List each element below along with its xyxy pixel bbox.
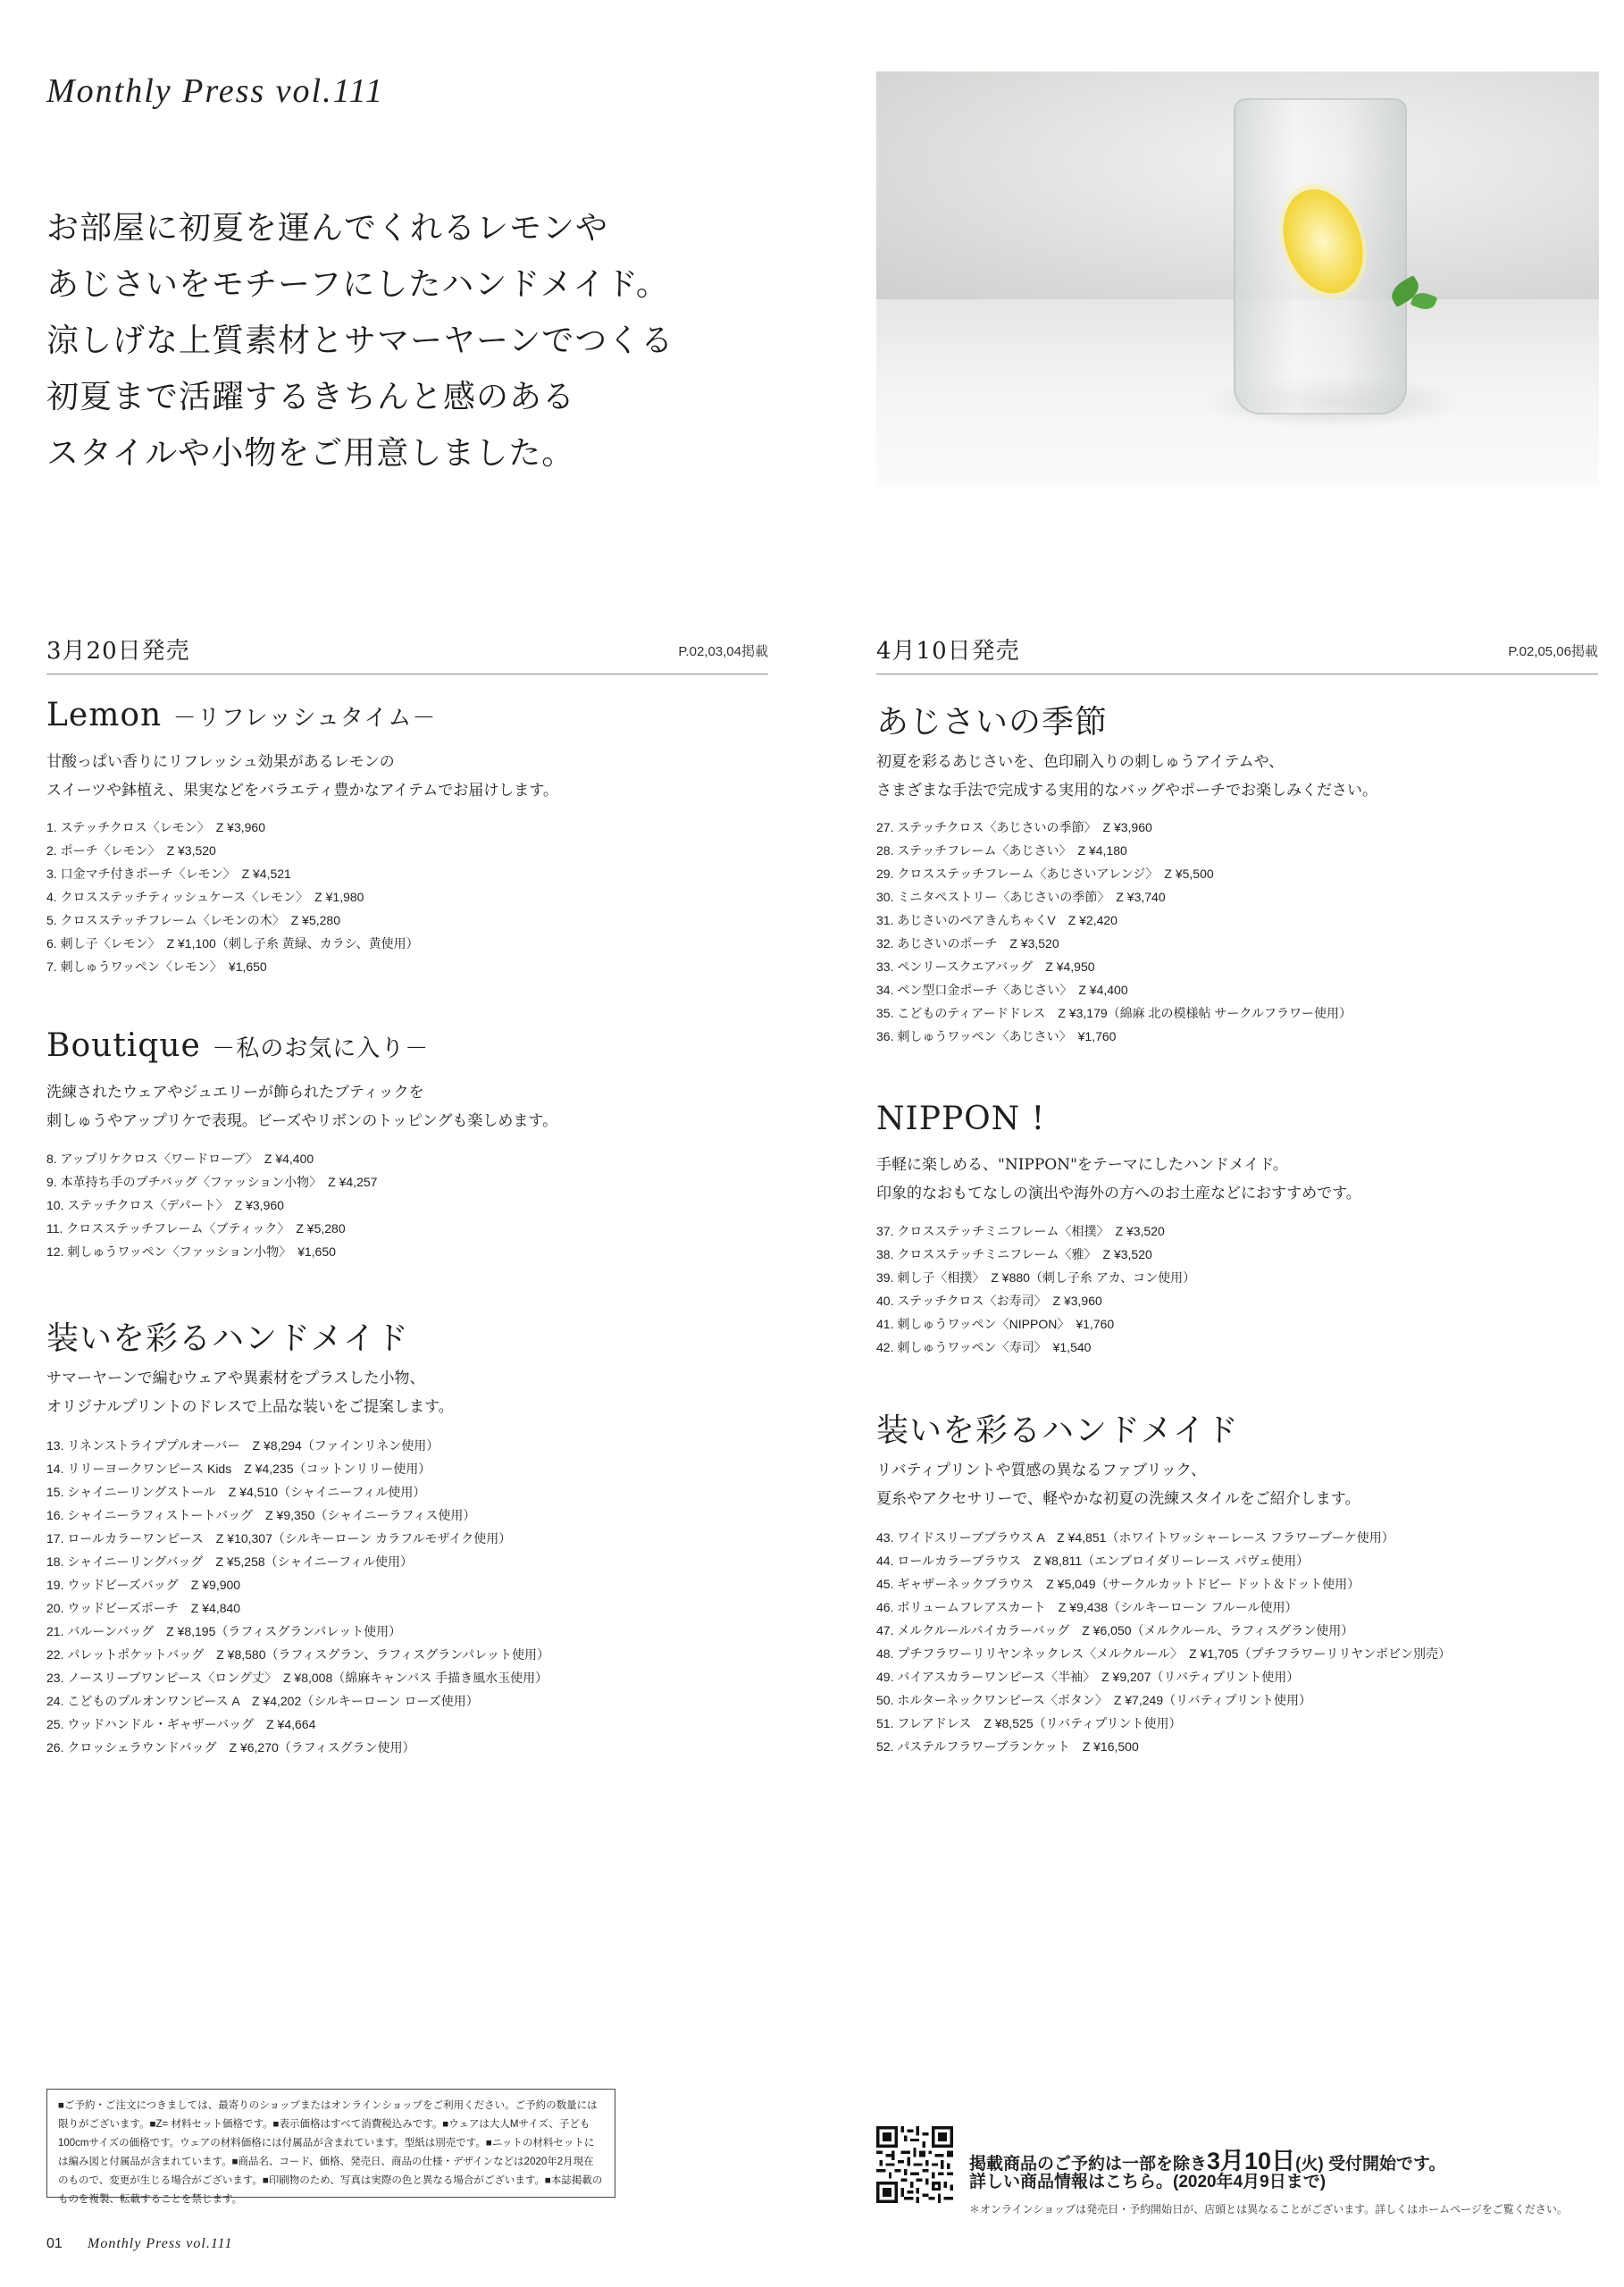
list-item: 33. ペンリースクエアバッグ Z ¥4,950 [876,959,1095,974]
section-title-fashion-left [46,1313,409,1359]
online-shop-note: ＊オンラインショップは発売日・予約開始日が、店頭とは異なることがございます。詳しくはホームページをご覧ください。 [969,2203,1568,2216]
list-item: 44. ロールカラーブラウス Z ¥8,811（エンブロイダリーレース パヴェ使用） [876,1554,1310,1568]
lemon-water-photo [876,71,1599,486]
list-item: 19. ウッドビーズバッグ Z ¥9,900 [46,1578,241,1592]
list-item: 17. ロールカラーワンピース Z ¥10,307（シルキーローン カラフルモザイク使用） [46,1531,512,1546]
right-column-header [876,631,1598,674]
page-reference: P.02,03,04掲載 [678,644,768,659]
list-item: 52. パステルフラワーブランケット Z ¥16,500 [876,1739,1139,1754]
list-item: 7. 刺しゅうワッペン〈レモン〉 ¥1,650 [46,959,267,974]
list-item: 14. リリーヨークワンピース Kids Z ¥4,235（コットンリリー使用） [46,1462,431,1476]
section-description [46,748,558,805]
list-item: 42. 刺しゅうワッペン〈寿司〉 ¥1,540 [876,1340,1092,1354]
description-line: 甘酸っぱい香りにリフレッシュ効果があるレモンの [46,753,395,771]
list-item: 45. ギャザーネックブラウス Z ¥5,049（サークルカットドビー ドット＆ドット使用） [876,1577,1360,1591]
list-item: 21. バルーンバッグ Z ¥8,195（ラフィスグランパレット使用） [46,1624,402,1638]
section-title-nippon [876,1101,1045,1137]
page-reference: P.02,05,06掲載 [1508,644,1598,659]
list-item: 27. ステッチクロス〈あじさいの季節〉 Z ¥3,960 [876,820,1152,834]
description-line: さまざまな手法で完成する実用的なバッグやポーチでお楽しみください。 [876,782,1377,800]
list-item: 34. ペン型口金ポーチ〈あじさい〉 Z ¥4,400 [876,983,1128,997]
left-column-header [46,631,768,674]
intro-line: 初夏まで活躍するきちんと感のある [46,379,576,415]
item-list-fashion-right [876,1526,1451,1758]
list-item: 13. リネンストライププルオーバー Z ¥8,294（ファインリネン使用） [46,1438,439,1453]
list-item: 40. ステッチクロス〈お寿司〉 Z ¥3,960 [876,1294,1102,1308]
list-item: 24. こどものプルオンワンピース A Z ¥4,202（シルキーローン ローズ使用） [46,1694,479,1708]
list-item: 9. 本革持ち手のプチバッグ〈ファッション小物〉 Z ¥4,257 [46,1175,378,1189]
list-item: 5. クロスステッチフレーム〈レモンの木〉 Z ¥5,280 [46,913,340,927]
list-item: 25. ウッドハンドル・ギャザーバッグ Z ¥4,664 [46,1717,316,1731]
intro-line: スタイルや小物をご用意しました。 [46,435,575,472]
list-item: 36. 刺しゅうワッペン〈あじさい〉 ¥1,760 [876,1029,1117,1043]
release-date: 3月20日発売 [46,638,190,665]
list-item: 46. ボリュームフレアスカート Z ¥9,438（シルキーローン フルール使用） [876,1600,1298,1614]
list-item: 12. 刺しゅうワッペン〈ファッション小物〉 ¥1,650 [46,1244,336,1259]
list-item: 18. シャイニーリングバッグ Z ¥5,258（シャイニーフィル使用） [46,1554,413,1569]
list-item: 1. ステッチクロス〈レモン〉 Z ¥3,960 [46,820,265,834]
intro-text [46,200,833,482]
list-item: 32. あじさいのポーチ Z ¥3,520 [876,936,1059,951]
description-line: 刺しゅうやアップリケで表現。ビーズやリボンのトッピングも楽しめます。 [46,1112,558,1130]
list-item: 16. シャイニーラフィストートバッグ Z ¥9,350（シャイニーラフィス使用） [46,1508,476,1522]
product-info-link: 詳しい商品情報はこちら。(2020年4月9日まで) [969,2173,1327,2191]
page-number: 01 [46,2236,63,2251]
intro-line: お部屋に初夏を運んでくれるレモンや [46,210,609,247]
list-item: 4. クロスステッチティッシュケース〈レモン〉 Z ¥1,980 [46,890,364,904]
list-item: 26. クロッシェラウンドバッグ Z ¥6,270（ラフィスグラン使用） [46,1740,415,1755]
list-item: 41. 刺しゅうワッペン〈NIPPON〉 ¥1,760 [876,1317,1115,1331]
list-item: 10. ステッチクロス〈デパート〉 Z ¥3,960 [46,1198,284,1212]
notice-box: ■ご予約・ご注文につきましては、最寄りのショップまたはオンラインショップをご利用ください。ご予約の数量には限りがございます。■Z= 材料セット価格です。■表示価格はすべて消費税込みです。■ウェアは大人Mサイズ、子ども100cmサイズの価格です。ウェアの材料価格には付属品が含まれています。型紙は別売です。■ニットの材料セットには編み図と付属品が含まれています。■商品名、コード、価格、発売日、商品の仕様・デザインなどは2020年2月現在のもので、変更が生じる場合がございます。■印刷物のため、写真は実際の色と異なる場合がございます。■本誌掲載のものを複製、転載することを禁じます。 [46,2089,615,2198]
list-item: 3. 口金マチ付きポーチ〈レモン〉 Z ¥4,521 [46,867,291,881]
list-item: 23. ノースリーブワンピース〈ロング丈〉 Z ¥8,008（綿麻キャンバス 手描き風水玉使用） [46,1671,548,1685]
reservation-text: 掲載商品のご予約は一部を除き [969,2155,1208,2174]
footer-title: Monthly Press vol.111 [88,2236,233,2251]
list-item: 15. シャイニーリングストール Z ¥4,510（シャイニーフィル使用） [46,1485,426,1499]
section-description [46,1364,454,1421]
list-item: 39. 刺し子〈相撲〉 Z ¥880（刺し子糸 アカ、コン使用） [876,1270,1196,1285]
list-item: 29. クロスステッチフレーム〈あじさいアレンジ〉 Z ¥5,500 [876,867,1214,881]
section-title: Boutique [46,1027,201,1064]
list-item: 49. バイアスカラーワンピース〈半袖〉 Z ¥9,207（リバティプリント使用） [876,1670,1300,1684]
section-description [876,1151,1361,1208]
section-description [876,748,1377,805]
list-item: 20. ウッドビーズポーチ Z ¥4,840 [46,1601,241,1615]
list-item: 30. ミニタペストリー〈あじさいの季節〉 Z ¥3,740 [876,890,1166,904]
description-line: サマーヤーンで編むウェアや異素材をプラスした小物、 [46,1370,425,1387]
item-list-hydrangea [876,816,1352,1048]
list-item: 31. あじさいのペアきんちゃくV Z ¥2,420 [876,913,1118,927]
section-title: 装いを彩るハンドメイド [46,1320,409,1357]
section-title-boutique [46,1027,429,1064]
section-subtitle: －リフレッシュタイム－ [172,705,437,732]
description-line: オリジナルプリントのドレスで上品な装いをご提案します。 [46,1398,454,1416]
section-description [46,1078,557,1135]
list-item: 2. ポーチ〈レモン〉 Z ¥3,520 [46,843,216,858]
list-item: 38. クロスステッチミニフレーム〈雅〉 Z ¥3,520 [876,1247,1152,1261]
description-line: 初夏を彩るあじさいを、色印刷入りの刺しゅうアイテムや、 [876,753,1285,771]
description-line: 印象的なおもてなしの演出や海外の方へのお土産などにおすすめです。 [876,1185,1361,1202]
list-item: 43. ワイドスリーブブラウス A Z ¥4,851（ホワイトワッシャーレース フラワーブーケ使用） [876,1530,1394,1545]
list-item: 22. パレットポケットバッグ Z ¥8,580（ラフィスグラン、ラフィスグランパレット使用） [46,1647,550,1662]
section-description [876,1456,1360,1513]
qr-code-icon[interactable] [876,2126,953,2203]
description-line: 夏糸やアクセサリーで、軽やかな初夏の洗練スタイルをご紹介します。 [876,1490,1360,1508]
list-item: 47. メルクルールバイカラーバッグ Z ¥6,050（メルクルール、ラフィスグラン使用） [876,1623,1354,1638]
intro-line: 涼しげな上質素材とサマーヤーンでつくる [46,323,674,359]
section-title-lemon [46,697,436,733]
description-line: 洗練されたウェアやジュエリーが飾られたブティックを [46,1084,424,1102]
intro-line: あじさいをモチーフにしたハンドメイド。 [46,266,669,303]
section-title: あじさいの季節 [876,704,1109,741]
list-item: 35. こどものティアードドレス Z ¥3,179（綿麻 北の模様帖 サークルフラワー使用） [876,1006,1352,1020]
item-list-lemon [46,816,419,978]
section-title: NIPPON ! [876,1101,1046,1137]
item-list-boutique [46,1147,377,1263]
list-item: 6. 刺し子〈レモン〉 Z ¥1,100（刺し子糸 黄緑、カラシ、黄使用） [46,936,419,951]
item-list-fashion-left [46,1434,549,1759]
list-item: 37. クロスステッチミニフレーム〈相撲〉 Z ¥3,520 [876,1224,1165,1238]
description-line: スイーツや鉢植え、果実などをバラエティ豊かなアイテムでお届けします。 [46,782,558,800]
release-date: 4月10日発売 [876,638,1020,665]
section-title: 装いを彩るハンドメイド [876,1412,1239,1449]
magazine-title: Monthly Press vol.111 [46,72,384,110]
list-item: 48. プチフラワーリリヤンネックレス〈メルクルール〉 Z ¥1,705（プチフラワーリリヤンボビン別売） [876,1646,1451,1661]
list-item: 8. アップリケクロス〈ワードローブ〉 Z ¥4,400 [46,1152,314,1166]
description-line: リバティプリントや質感の異なるファブリック、 [876,1462,1207,1479]
list-item: 11. クロスステッチフレーム〈ブティック〉 Z ¥5,280 [46,1221,346,1236]
section-title: Lemon [46,697,163,733]
reservation-date: 3月10日 [1207,2148,1296,2174]
list-item: 51. フレアドレス Z ¥8,525（リバティプリント使用） [876,1716,1182,1730]
reservation-text: (火) 受付開始です。 [1295,2155,1446,2174]
description-line: 手軽に楽しめる、"NIPPON"をテーマにしたハンドメイド。 [876,1156,1288,1174]
list-item: 28. ステッチフレーム〈あじさい〉 Z ¥4,180 [876,843,1127,858]
section-title-fashion-right [876,1405,1239,1451]
item-list-nippon [876,1219,1195,1359]
list-item: 50. ホルターネックワンピース〈ボタン〉 Z ¥7,249（リバティプリント使用） [876,1693,1311,1707]
section-title-hydrangea [876,697,1108,742]
section-subtitle: －私のお気に入り－ [212,1035,430,1062]
